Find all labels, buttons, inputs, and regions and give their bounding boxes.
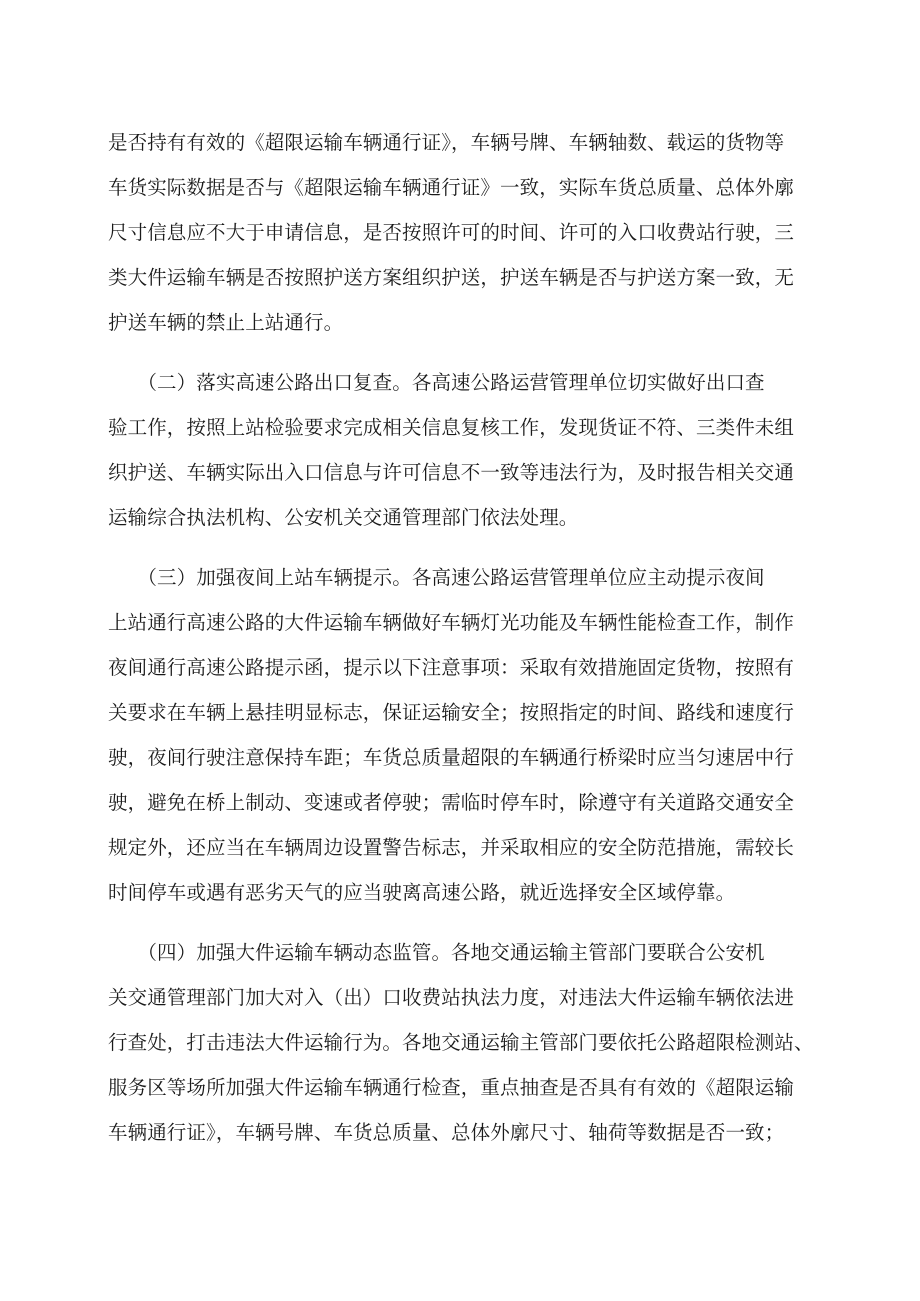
paragraph-vehicle-permit-check: 是否持有有效的《超限运输车辆通行证》，车辆号牌、车辆轴数、载运的货物等 车货实际数据是否与《超限运输车辆通行证》一致，实际车货总质量、总体外廓 尺寸信息应不大于申请信息，是否按照许可的时间、许可的入口收费站行驶，三 类大件运输车辆是否按照护送方案组织护送，护送车辆是否与护送方案一致，无 护送车辆的禁止上站通行。 — [108, 131, 795, 334]
paragraph-exit-recheck: （二）落实高速公路出口复查。各高速公路运营管理单位切实做好出口查 验工作，按照上站检验要求完成相关信息复核工作，发现货证不符、三类件未组 织护送、车辆实际出入口信息与许可信息不一致等违法行为，及时报告相关交通 运输综合执法机构、公安机关交通管理部门依法处理。 — [108, 371, 795, 529]
paragraph-dynamic-supervision: （四）加强大件运输车辆动态监管。各地交通运输主管部门要联合公安机 关交通管理部门加大对入（出）口收费站执法力度，对违法大件运输车辆依法进 行查处，打击违法大件运输行为。各地交通运输主管部门要依托公路超限检测站、 服务区等场所加强大件运输车辆通行检查，重点抽查是否具有有效的《超限运输 车辆通行证》，车辆号牌、车货总质量、总体外廓尺寸、轴荷等数据是否一致； — [108, 941, 814, 1144]
paragraph-night-vehicle-reminder: （三）加强夜间上站车辆提示。各高速公路运营管理单位应主动提示夜间 上站通行高速公路的大件运输车辆做好车辆灯光功能及车辆性能检查工作，制作 夜间通行高速公路提示函，提示以下注意事项：采取有效措施固定货物，按照有 关要求在车辆上悬挂明显标志，保证运输安全；按照指定的时间、路线和速度行 驶，夜间行驶注意保持车距；车货总质量超限的车辆通行桥梁时应当匀速居中行 驶，避免在桥上制动、变速或者停驶；需临时停车时，除遵守有关道路交通安全 规定外，还应当在车辆周边设置警告标志，并采取相应的安全防范措施，需较长 时间停车或遇有恶劣天气的应当驶离高速公路，就近选择安全区域停靠。 — [108, 566, 795, 904]
